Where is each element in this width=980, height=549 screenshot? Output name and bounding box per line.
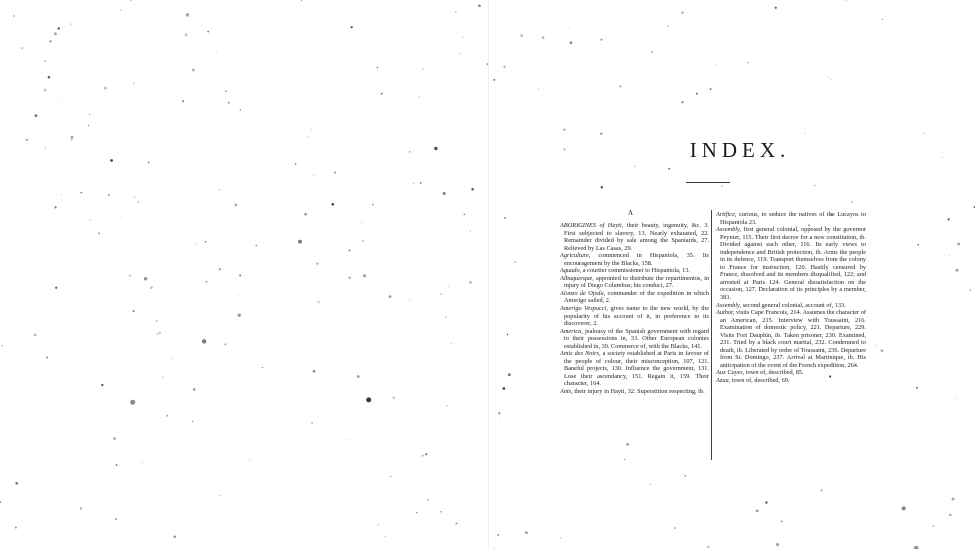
section-letter: A	[628, 209, 634, 217]
index-entry: Assembly, first general colonial, opposed by the governor Peynier, 115. Their first decree for a new constitution, ib. Divided against each other, 116. Its early views to independence and British protection, ib. Arms the people in its defence, 119. Transport themselves from the colony to France for instruction, 120. Hastily censured by France, dissolved and its members disqualified, 122; and arrested at Paris 124. General dissatisfaction on the occasion, 127. Declaration of its principles by a member, 383.	[716, 226, 866, 302]
index-entry: Amis des Noirs, a society established at Paris in favour of the people of colour, their misconception, 107, 121. Baneful projects, 130. Influence the government, 131. Lose their ascendancy, 151. Regain it, 159. Their character, 164.	[560, 350, 710, 388]
index-entry: Amerigo Vespucci, gives name to the new world, by the popularity of his account of it, in preference to its discoverer, 2.	[560, 305, 709, 328]
index-entry: Author, visits Cape Francois, 214. Assumes the character of an American, 215. Interview with Toussaint, 216. Examination of domestic policy, 221. Departure, 229. Visits Fort Dauphin, ib. Taken prisoner, 230. Examined, 231. Tried by a black court martial, 232. Condemned to death, ib. Liberated by order of Toussaint, 236. Departure from St. Domingo, 237. Arrival at Martinique, ib. His anticipation of the event of the French expedition, 264.	[716, 309, 866, 369]
index-entry: Agriculture, commenced in Hispaniola, 35. Its encouragement by the Blacks, 158.	[560, 252, 709, 267]
page-fold	[488, 0, 489, 549]
column-divider	[711, 210, 712, 460]
index-entry: Ants, their injury in Hayti, 32. Superstition respecting, ib.	[560, 388, 705, 396]
index-entry: ABORIGINES of Hayti, their beauty, ingenuity, &c. 3. First subjected to slavery, 13. Nearly exhausted, 22. Remainder divided by sale among the Spaniards, 27. Relieved by Las Casas, 29.	[560, 222, 709, 252]
index-entry: Assembly, second general colonial, account of, 133.	[716, 301, 846, 309]
index-entry: Aux Cayes, town of, described, 85.	[716, 369, 804, 377]
index-column-right	[716, 211, 866, 385]
index-entry: Alonzo de Ojeda, commander of the expedition in which Amerigo sailed, 2.	[560, 289, 709, 305]
index-entry: Aguado, a courtier commissioner to Hispaniola, 13.	[560, 267, 690, 275]
index-entry: Albuquerque, appointed to distribute the repartimentos, in injury of Diego Columbus; his conduct, 27.	[560, 274, 709, 290]
page-title: INDEX.	[689, 138, 791, 162]
index-column-left	[560, 222, 709, 396]
title-rule	[686, 182, 730, 183]
index-entry: Artifice, curious, to seduce the natives of the Lucayos to Hispaniola 23.	[716, 211, 866, 226]
index-entry: Azua, town of, described, 69.	[716, 377, 790, 385]
index-entry: America, jealousy of the Spanish government with regard to their possessions in, 33. Other European colonies established in, 39. Commerce of, with the Blacks, 141.	[560, 327, 709, 350]
